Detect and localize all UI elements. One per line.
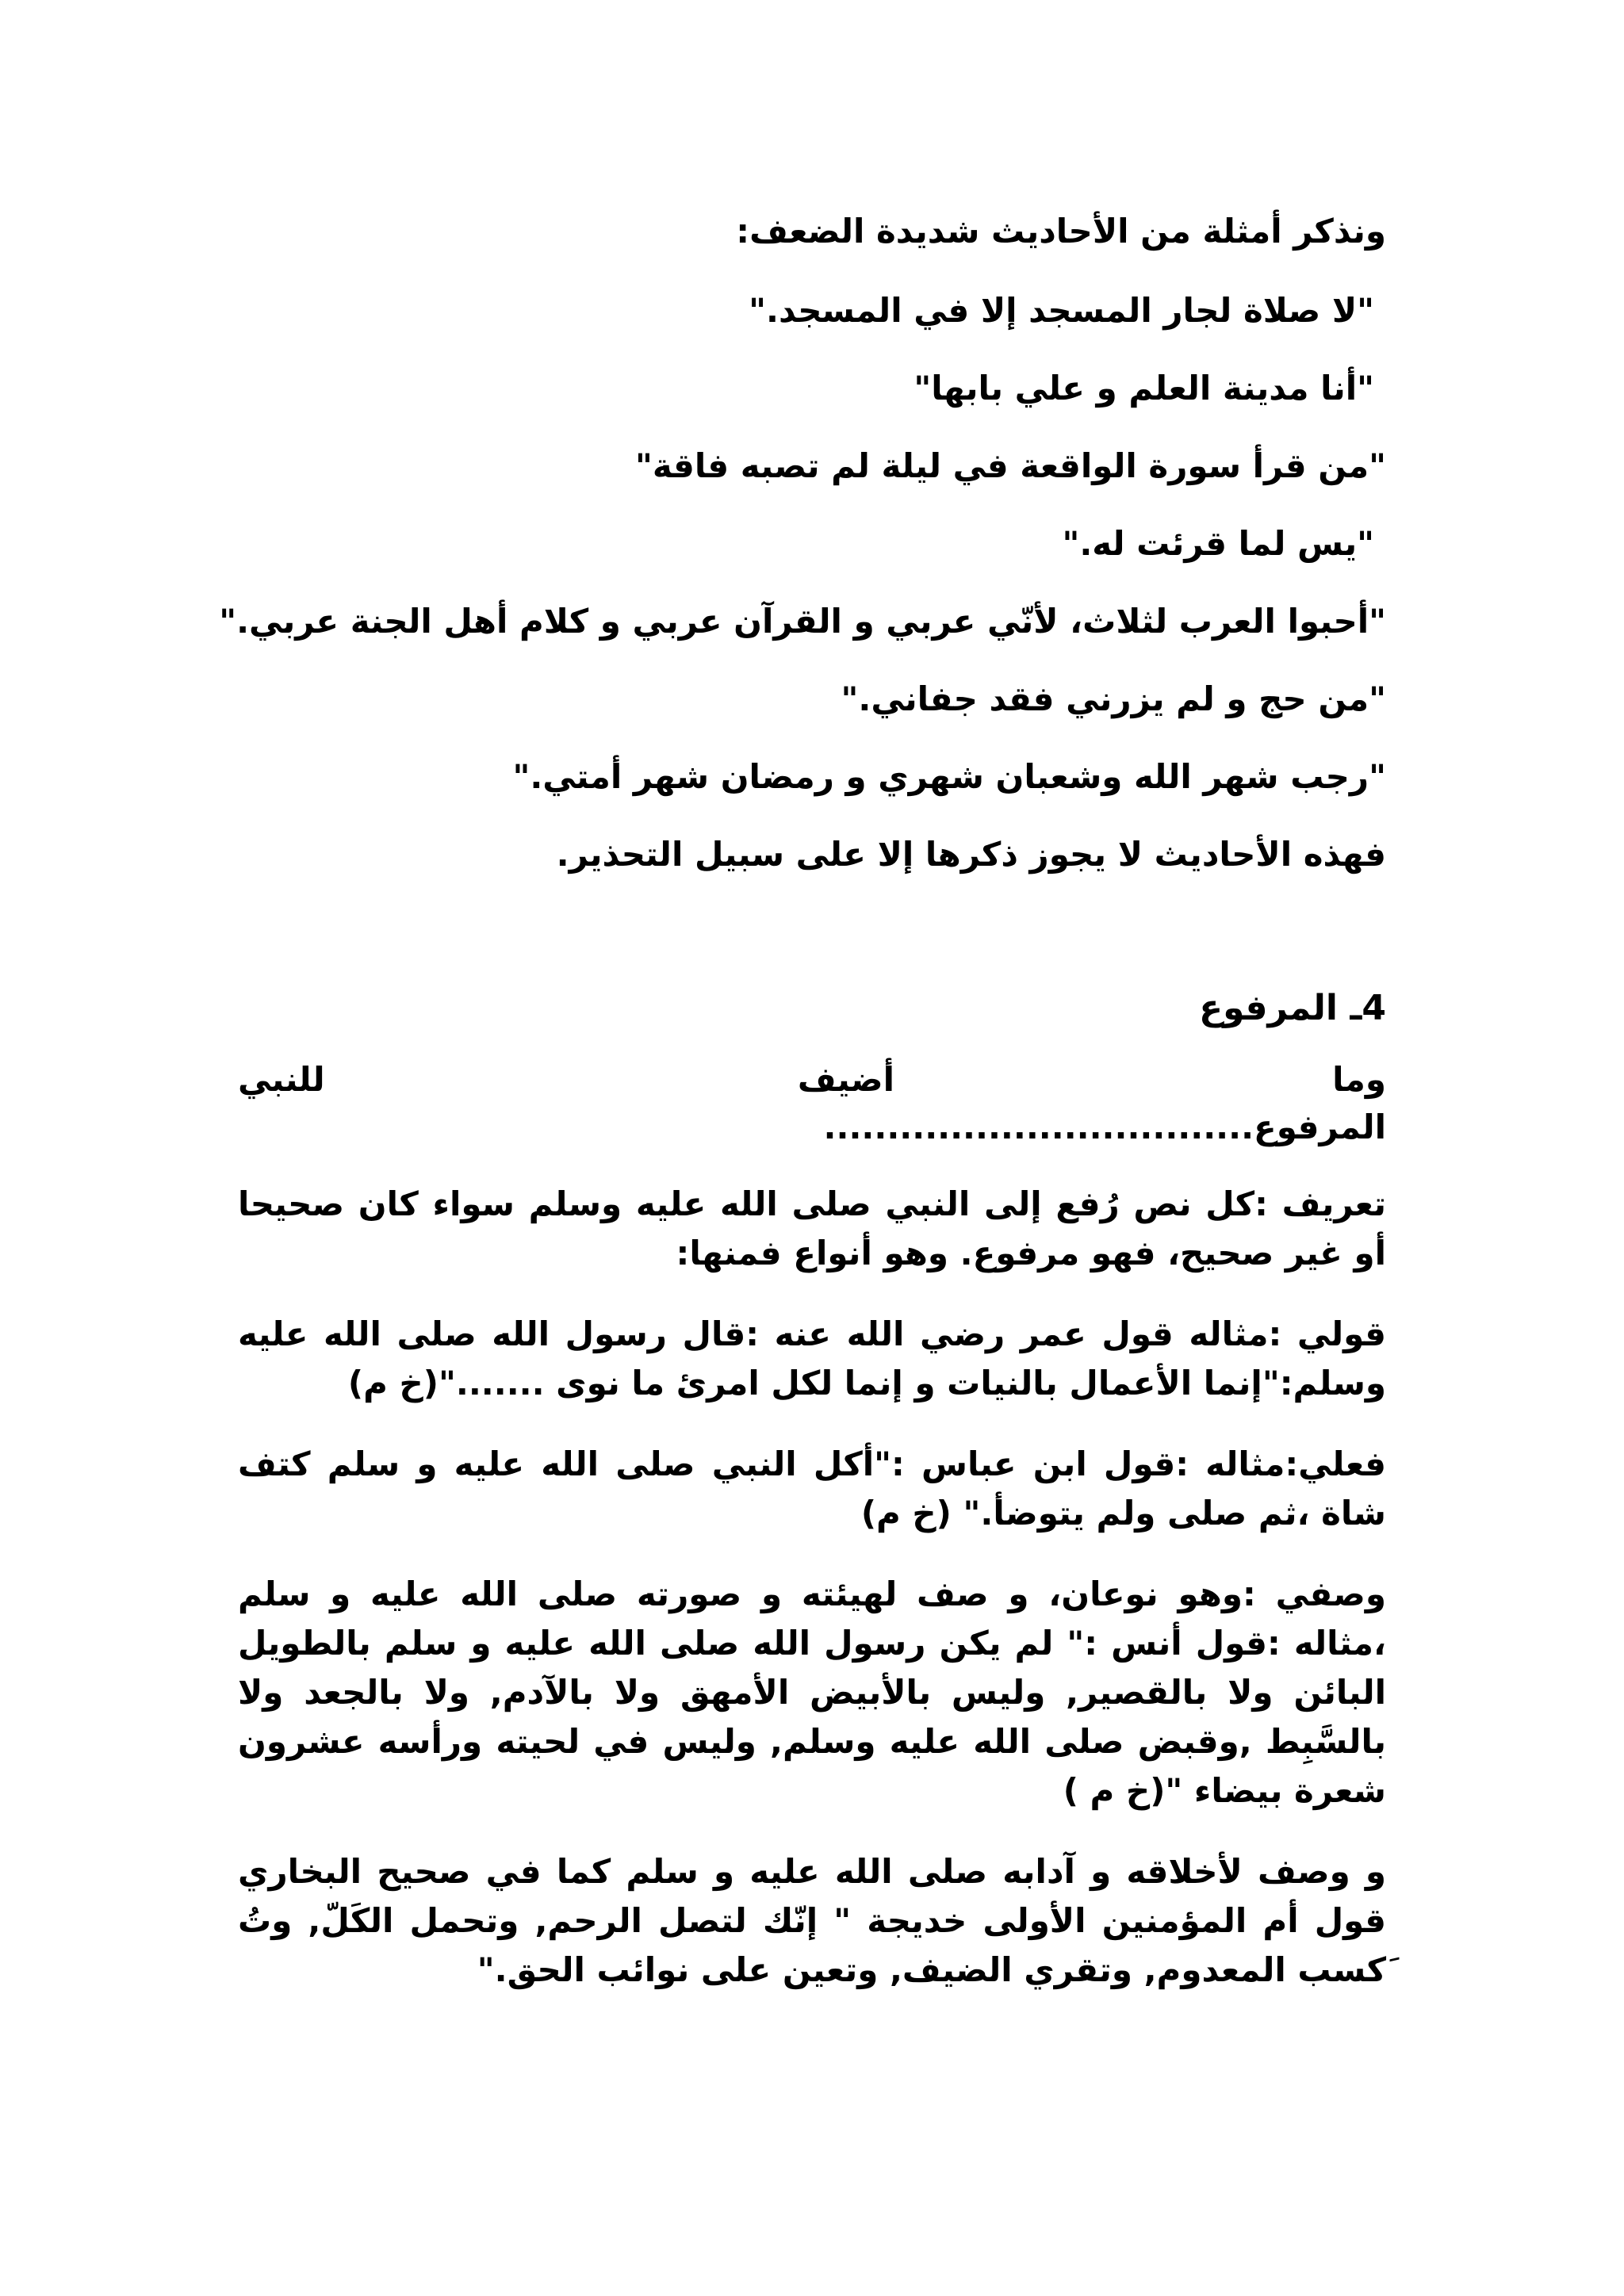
intro-line: ونذكر أمثلة من الأحاديث شديدة الضعف: — [736, 212, 1386, 251]
hadith-line-1: "لا صلاة لجار المسجد إلا في المسجد." — [749, 291, 1374, 330]
conclusion-line: فهذه الأحاديث لا يجوز ذكرها إلا على سبيل التحذير. — [556, 835, 1386, 874]
action-hadith-paragraph: فعلي:مثاله :قول ابن عباس :"أكل النبي صلى الله عليه و سلم كتف شاة ،ثم صلى ولم يتوضأ." (خ م) — [238, 1445, 1386, 1533]
definition-paragraph: تعريف :كل نص رُفع إلى النبي صلى الله عليه وسلم سواء كان صحيحا أو غير صحيح، فهو مرفوع. وهو أنواع فمنها: — [238, 1184, 1386, 1272]
hadith-line-6: "من حج و لم يزرني فقد جفاني." — [841, 679, 1386, 718]
hadith-line-2: "أنا مدينة العلم و علي بابها" — [914, 369, 1374, 408]
gap-word-3: للنبي — [238, 1060, 325, 1099]
gap-line-continuation: المرفوع.................................. — [823, 1108, 1386, 1146]
description-hadith-paragraph: وصفي :وهو نوعان، و صف لهيئته و صورته صلى الله عليه و سلم ،مثاله :قول أنس :" لم يكن رسول الله صلى الله عليه و سلم بالطويل البائن ولا بالقصير, وليس بالأبيض الأمهق ولا بالآدم, ولا بالجعد ولا بالسَّبِط ,وقبض صلى الله عليه وسلم, وليس في لحيته ورأسه عشرون شعرة بيضاء "(خ م ) — [238, 1575, 1386, 1810]
hadith-line-3: "من قرأ سورة الواقعة في ليلة لم تصبه فاقة" — [635, 446, 1386, 485]
verbal-hadith-paragraph: قولي :مثاله قول عمر رضي الله عنه :قال رسول الله صلى الله عليه وسلم:"إنما الأعمال بالنيات و إنما لكل امرئ ما نوى ......."(خ م) — [238, 1314, 1386, 1402]
section-heading: 4ـ المرفوع — [1199, 988, 1386, 1028]
hadith-line-4: "يس لما قرئت له." — [1062, 524, 1374, 563]
definition-gap-line — [238, 1056, 1386, 1104]
hadith-line-7: "رجب شهر الله وشعبان شهري و رمضان شهر أمتي." — [512, 757, 1386, 796]
hadith-line-5: "أحبوا العرب لثلاث، لأنّي عربي و القرآن عربي و كلام أهل الجنة عربي." — [219, 602, 1386, 641]
gap-word-2: أضيف — [797, 1060, 894, 1099]
gap-word-1: وما — [1332, 1060, 1386, 1099]
character-hadith-paragraph: و وصف لأخلاقه و آدابه صلى الله عليه و سلم كما في صحيح البخاري قول أم المؤمنين الأولى خديجة " إنّك لتصل الرحم, وتحمل الكَلّ, وتُ َكسب المعدوم, وتقري الضيف, وتعين على نوائب الحق." — [238, 1852, 1386, 1989]
